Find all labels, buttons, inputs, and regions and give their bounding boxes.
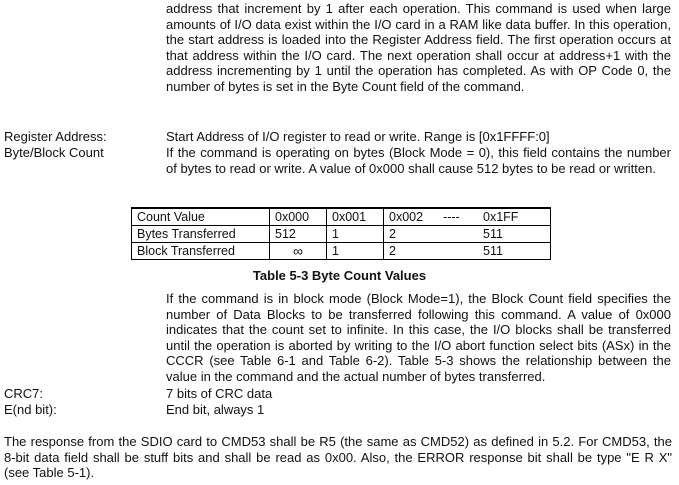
- end-bit-desc: End bit, always 1: [166, 402, 265, 417]
- response-paragraph: The response from the SDIO card to CMD53 shall be R5 (the same as CMD52) as defined in 5.2. For CMD53, the 8-bit data field shall be stuff bits and shall be read as 0x00. Also, the ERROR response bit shall be type "E R X" (see Table 5-1).: [4, 434, 672, 481]
- table-row: [132, 243, 551, 260]
- crc-label: CRC7:: [4, 386, 44, 401]
- end-bit-label: E(nd bit):: [4, 402, 57, 417]
- table-cell: 1: [327, 243, 384, 260]
- intro-paragraph: address that increment by 1 after each operation. This command is used when large amounts of I/O data exist within the I/O card in a RAM like data buffer. In this operation, the start address is loaded into the Register Address field. The first operation occurs at that address within the I/O card. The next operation shall occur at address+1 with the address incrementing by 1 until the operation has completed. As with OP Code 0, the number of bytes is set in the Byte Count field of the command.: [166, 1, 671, 94]
- byte-count-table: [131, 207, 551, 260]
- table-cell: 511: [478, 243, 551, 260]
- table-cell: 2: [384, 226, 479, 243]
- table-cell: 511: [478, 226, 551, 243]
- table-row: [132, 226, 551, 243]
- crc-desc: 7 bits of CRC data: [166, 386, 273, 401]
- byte-count-desc: If the command is operating on bytes (Block Mode = 0), this field contains the number of bytes to read or write. A value of 0x000 shall cause 512 bytes to be read or written.: [166, 145, 671, 176]
- block-mode-paragraph: If the command is in block mode (Block Mode=1), the Block Count field specifies the number of Data Blocks to be transferred following this command. A value of 0x000 indicates that the count set to infinite. In this case, the I/O blocks shall be transferred until the operation is aborted by writing to the I/O abort function select bits (ASx) in the CCCR (see Table 6-1 and Table 6-2). Table 5-3 shows the relationship between the value in the command and the actual number of bytes transferred.: [166, 291, 671, 384]
- register-address-label: Register Address:: [4, 129, 107, 144]
- table-cell-ellipsis: ----: [443, 209, 460, 224]
- register-address-desc: Start Address of I/O register to read or write. Range is [0x1FFFF:0]: [166, 129, 550, 144]
- table-row: [132, 208, 551, 226]
- table-cell: ∞: [270, 243, 327, 260]
- table-cell: 0x000: [270, 208, 327, 226]
- table-cell: 0x001: [327, 208, 384, 226]
- table-cell: Count Value: [132, 208, 270, 226]
- table-caption: Table 5-3 Byte Count Values: [252, 268, 427, 283]
- table-cell: 512: [270, 226, 327, 243]
- table-cell: 0x1FF: [478, 208, 551, 226]
- table-cell: 2: [384, 243, 479, 260]
- table-cell: Block Transferred: [132, 243, 270, 260]
- table-cell-value: 0x002: [389, 209, 424, 224]
- byte-count-label: Byte/Block Count: [4, 145, 104, 160]
- table-cell: [384, 208, 479, 226]
- table-cell: Bytes Transferred: [132, 226, 270, 243]
- table-cell: 1: [327, 226, 384, 243]
